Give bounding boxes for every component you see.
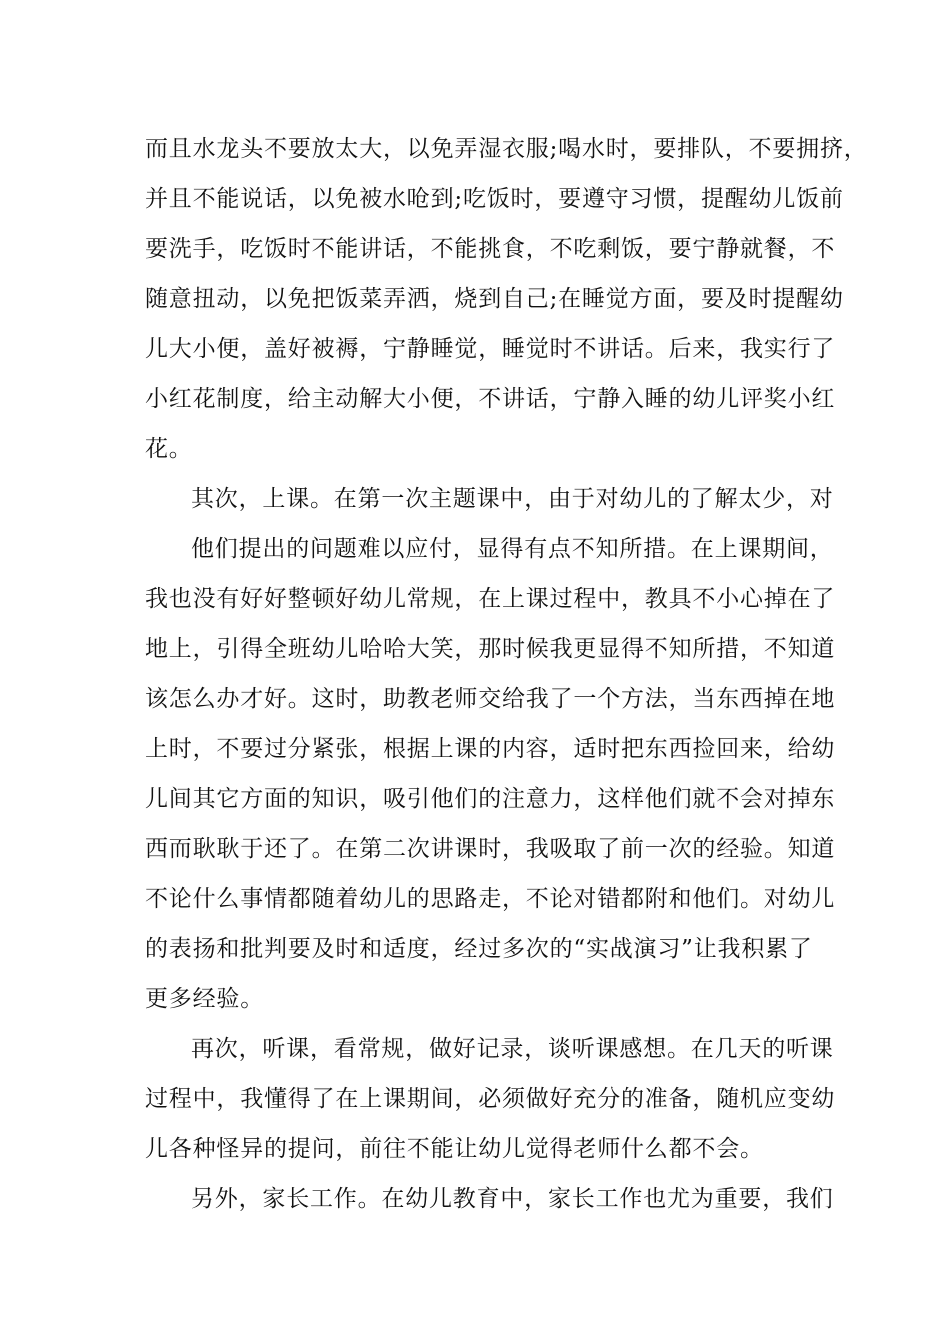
paragraph-start-line: 再次，听课，看常规，做好记录，谈听课感想。在几天的听课 [191, 1036, 834, 1062]
text-line: 西而耿耿于还了。在第二次讲课时，我吸取了前一次的经验。知道 [145, 836, 836, 862]
text-line: 并且不能说话，以免被水呛到;吃饭时，要遵守习惯，提醒幼儿饭前 [145, 186, 844, 212]
text-line: 的表扬和批判要及时和适度，经过多次的“实战演习”让我积累了 [145, 936, 813, 962]
text-line: 他们提出的问题难以应付，显得有点不知所措。在上课期间， [191, 536, 834, 562]
text-line: 该怎么办才好。这时，助教老师交给我了一个方法，当东西掉在地 [145, 686, 836, 712]
text-line: 儿各种怪异的提问，前往不能让幼儿觉得老师什么都不会。 [145, 1136, 764, 1162]
text-line: 要洗手，吃饭时不能讲话，不能挑食，不吃剩饭，要宁静就餐，不 [145, 236, 836, 262]
text-line: 小红花制度，给主动解大小便，不讲话，宁静入睡的幼儿评奖小红 [145, 386, 836, 412]
text-line: 不论什么事情都随着幼儿的思路走，不论对错都附和他们。对幼儿 [145, 886, 836, 912]
paragraph-start-line: 其次，上课。在第一次主题课中，由于对幼儿的了解太少，对 [191, 486, 834, 512]
text-line: 花。 [145, 436, 193, 462]
text-line: 上时，不要过分紧张，根据上课的内容，适时把东西捡回来，给幼 [145, 736, 836, 762]
text-line: 过程中，我懂得了在上课期间，必须做好充分的准备，随机应变幼 [145, 1086, 836, 1112]
text-line: 我也没有好好整顿好幼儿常规，在上课过程中，教具不小心掉在了 [145, 586, 836, 612]
text-line: 儿大小便，盖好被褥，宁静睡觉，睡觉时不讲话。后来，我实行了 [145, 336, 836, 362]
text-line: 儿间其它方面的知识，吸引他们的注意力，这样他们就不会对掉东 [145, 786, 836, 812]
text-line: 而且水龙头不要放太大，以免弄湿衣服;喝水时，要排队，不要拥挤， [145, 136, 868, 162]
text-line: 更多经验。 [145, 986, 264, 1012]
paragraph-start-line: 另外，家长工作。在幼儿教育中，家长工作也尤为重要，我们 [191, 1186, 834, 1212]
text-line: 随意扭动，以免把饭菜弄洒，烧到自己;在睡觉方面，要及时提醒幼 [145, 286, 844, 312]
text-line: 地上，引得全班幼儿哈哈大笑，那时候我更显得不知所措，不知道 [145, 636, 836, 662]
